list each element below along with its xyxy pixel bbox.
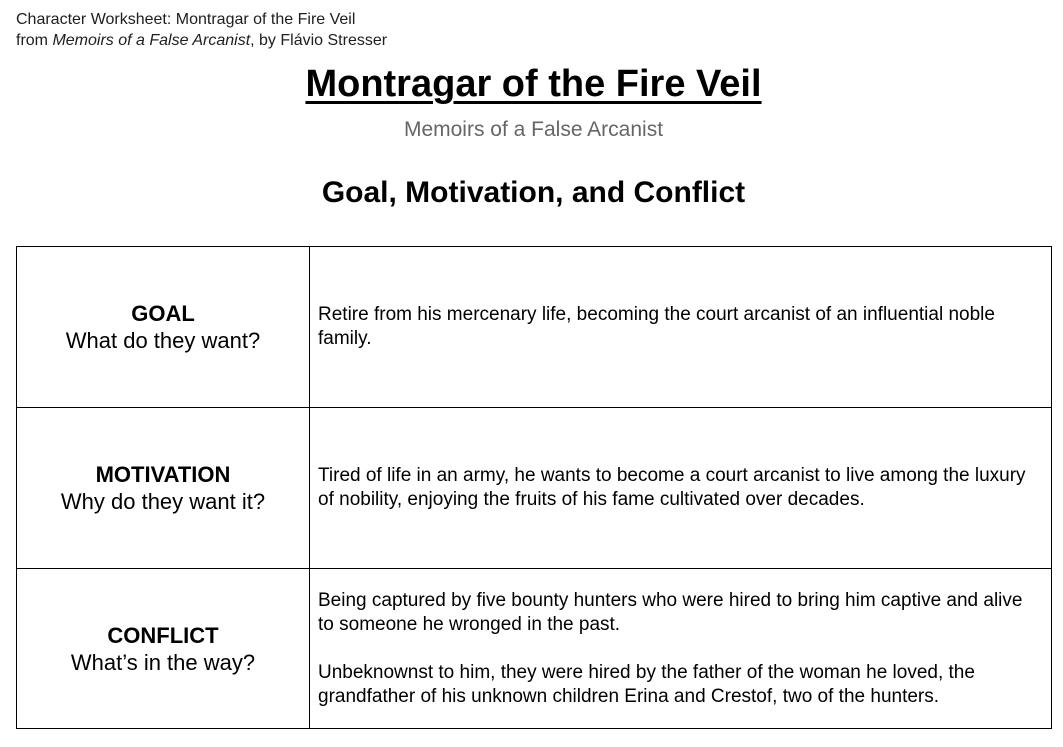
page-title: Montragar of the Fire Veil: [305, 63, 762, 105]
conflict-question: What’s in the way?: [70, 649, 256, 675]
motivation-answer: Tired of life in an army, he wants to become a court arcanist to live among the luxury of nobility, enjoying the fruits of his fame cultivated over decades.: [318, 465, 1026, 510]
source-author: , by Flávio Stresser: [250, 32, 388, 49]
worksheet-header: [16, 9, 387, 51]
goal-label-cell: [17, 247, 310, 408]
worksheet-header-line1: Character Worksheet: Montragar of the Fire Veil: [16, 11, 356, 28]
conflict-label: CONFLICT: [107, 622, 219, 648]
motivation-label-cell: [17, 408, 310, 569]
conflict-label-cell: [17, 569, 310, 729]
goal-question: What do they want?: [65, 328, 261, 353]
source-prefix: from: [16, 32, 53, 49]
motivation-label: MOTIVATION: [95, 462, 231, 487]
section-title: Goal, Motivation, and Conflict: [321, 176, 746, 209]
goal-answer-cell: [310, 247, 1052, 408]
worksheet-header-line2: [16, 30, 387, 51]
motivation-question: Why do they want it?: [60, 489, 266, 514]
conflict-answer-cell: [310, 569, 1052, 729]
table-row-goal: [17, 247, 1052, 408]
gmc-table: [16, 246, 1052, 729]
motivation-answer-cell: [310, 408, 1052, 569]
source-book-title: Memoirs of a False Arcanist: [52, 32, 251, 49]
goal-answer: Retire from his mercenary life, becoming the court arcanist of an influential noble family.: [318, 304, 995, 349]
conflict-answer-paragraph-2: Unbeknownst to him, they were hired by the father of the woman he loved, the grandfather of his unknown children Erina and Crestof, two of the hunters.: [318, 661, 975, 707]
table-row-conflict: [17, 569, 1052, 729]
goal-label: GOAL: [131, 301, 195, 326]
conflict-answer-paragraph-1: Being captured by five bounty hunters who were hired to bring him captive and alive to someone he wronged in the past.: [318, 589, 1023, 635]
page-subtitle: Memoirs of a False Arcanist: [403, 118, 664, 141]
table-row-motivation: [17, 408, 1052, 569]
